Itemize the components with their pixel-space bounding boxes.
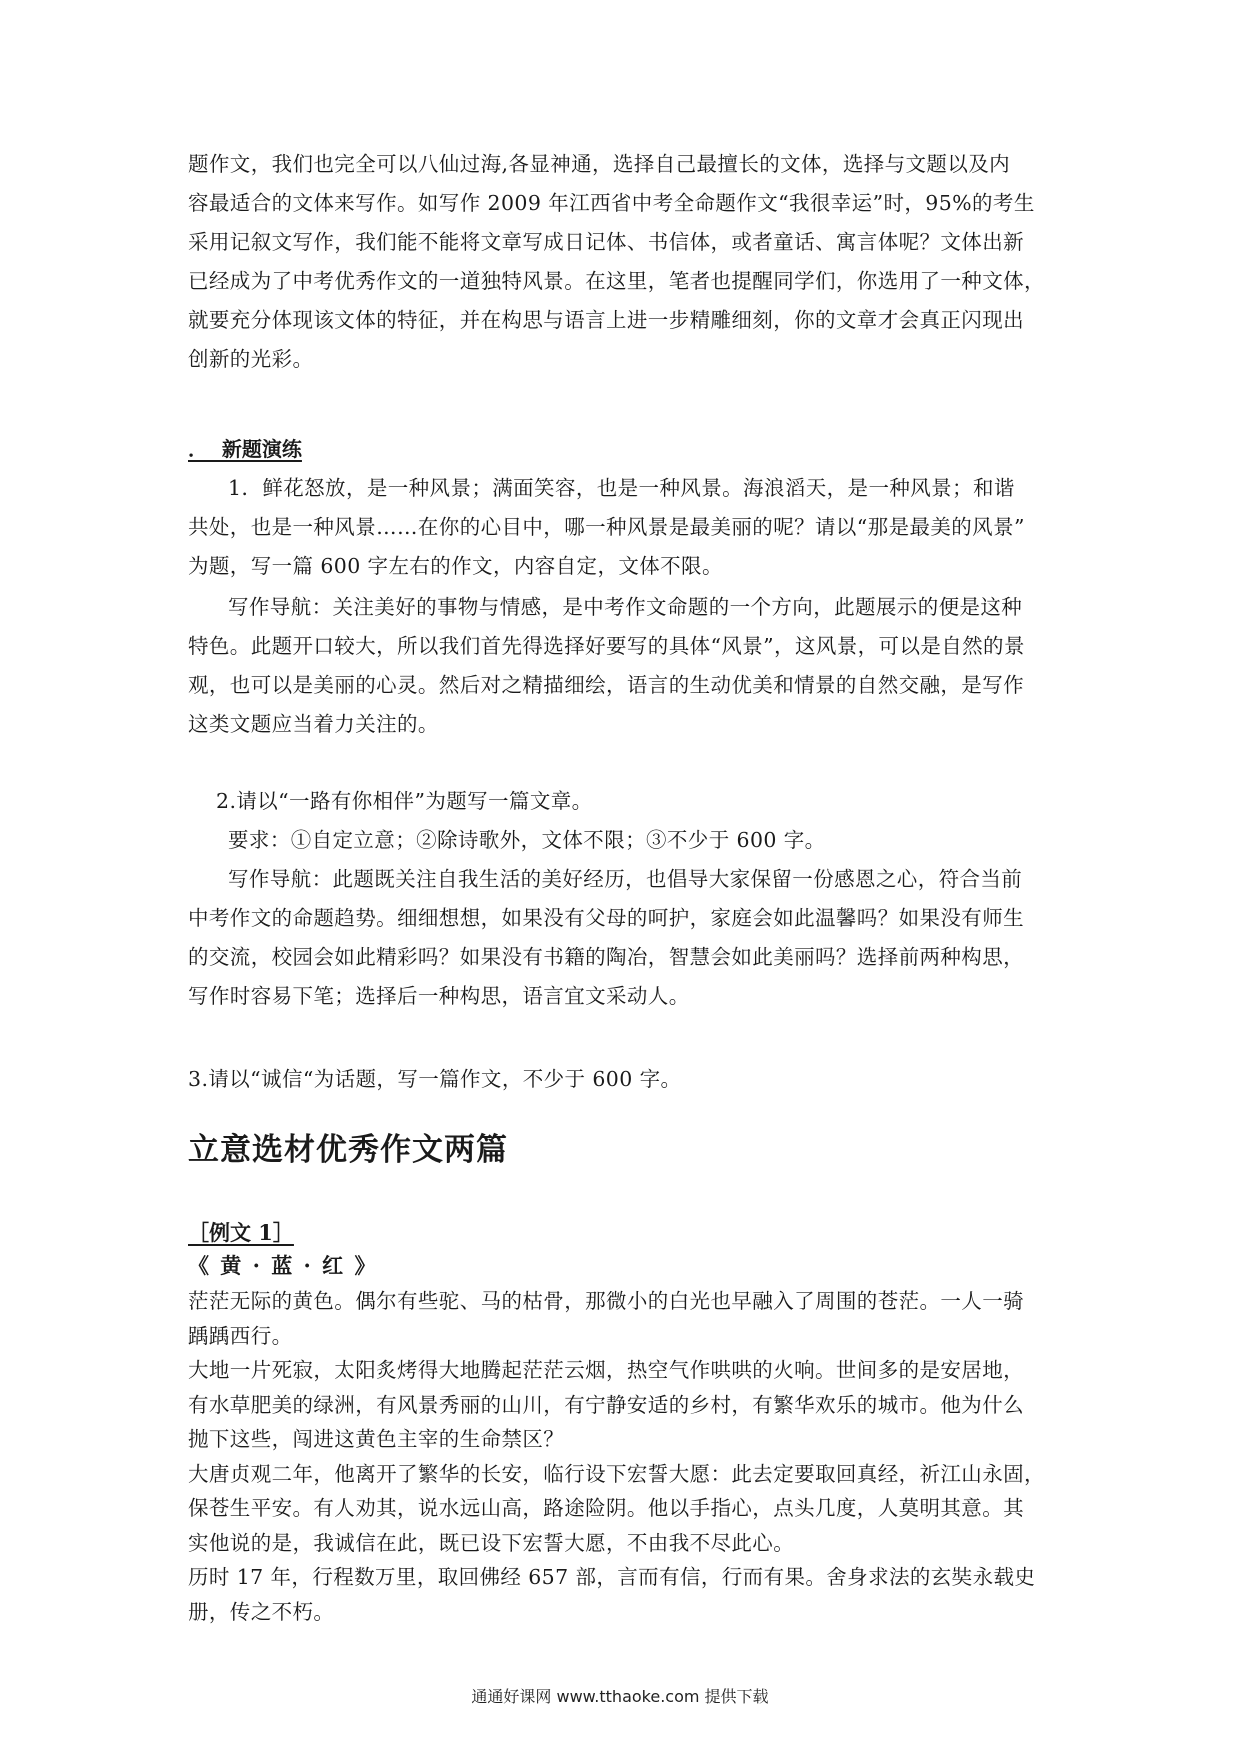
text-line: 采用记叙文写作，我们能不能将文章写成日记体、书信体，或者童话、寓言体呢？文体出新 [188,230,1024,254]
exercise-2-text [188,782,1058,1016]
example-label: ［例文 1］ [188,1220,294,1245]
text-line: 保苍生平安。有人劝其，说水远山高，路途险阴。他以手指心，点头几度，人莫明其意。其 [188,1496,1024,1520]
exercise-1 [188,469,1058,744]
text-line: 中考作文的命题趋势。细细想想，如果没有父母的呵护，家庭会如此温馨吗？如果没有师生 [188,906,1024,930]
essay-paragraph [188,1457,1058,1561]
text-line: 题作文，我们也完全可以八仙过海,各显神通，选择自己最擅长的文体，选择与文题以及内 [188,152,1011,176]
text-line: 抛下这些，闯进这黄色主宰的生命禁区？ [188,1427,565,1451]
text-line: 共处，也是一种风景……在你的心目中，哪一种风景是最美丽的呢？请以“那是最美的风景” [188,515,1025,539]
text-line: 大地一片死寂，太阳炙烤得大地腾起茫茫云烟，热空气作哄哄的火响。世间多的是安居地， [188,1358,1024,1382]
text-line: 册，传之不朽。 [188,1599,335,1624]
exercise-3 [188,1060,1058,1099]
essays-title: 立意选材优秀作文两篇 [188,1132,508,1168]
text-line: 茫茫无际的黄色。偶尔有些驼、马的枯骨，那微小的白光也早融入了周围的苍茫。一人一骑 [188,1289,1024,1313]
text-line: 踽踽西行。 [188,1323,293,1348]
section-heading: ． 新题演练 [188,437,302,461]
exercise-3-prompt [188,1060,1058,1099]
text-line: 已经成为了中考优秀作文的一道独特风景。在这里，笔者也提醒同学们，你选用了一种文体， [188,269,1045,293]
exercise-2 [188,782,1058,1016]
essay-paragraph [188,1353,1058,1457]
text-line: 特色。此题开口较大，所以我们首先得选择好要写的具体“风景”，这风景，可以是自然的景 [188,634,1025,658]
exercise-1-prompt [188,469,1058,586]
example-essay [188,1284,1058,1629]
text-line: 写作导航：关注美好的事物与情感，是中考作文命题的一个方向，此题展示的便是这种 [228,595,1023,619]
text-line: 写作时容易下笔；选择后一种构思，语言宜文采动人。 [188,984,690,1008]
text-line: 3.请以“诚信“为话题，写一篇作文，不少于 600 字。 [188,1067,682,1091]
example-title: 《 黄 · 蓝 · 红 》 [188,1253,378,1278]
text-line: 1．鲜花怒放，是一种风景；满面笑容，也是一种风景。海浪滔天，是一种风景；和谐 [228,476,1015,500]
exercise-2-requirement: 要求：①自定立意；②除诗歌外，文体不限；③不少于 600 字。 [228,828,826,852]
text-line: 这类文题应当着力关注的。 [188,712,439,736]
text-line: 创新的光彩。 [188,347,314,371]
exercise-2-prompt: 2.请以“一路有你相伴”为题写一篇文章。 [216,789,593,813]
text-line: 实他说的是，我诚信在此，既已设下宏誓大愿，不由我不尽此心。 [188,1530,795,1555]
intro-paragraph [188,145,1058,379]
text-line: 就要充分体现该文体的特征，并在构思与语言上进一步精雕细刻，你的文章才会真正闪现出 [188,308,1024,332]
text-line: 观，也可以是美丽的心灵。然后对之精描细绘，语言的生动优美和情景的自然交融，是写作 [188,673,1024,697]
text-line: 有水草肥美的绿洲，有风景秀丽的山川，有宁静安适的乡村，有繁华欢乐的城市。他为什么 [188,1392,1024,1417]
text-line: 写作导航：此题既关注自我生活的美好经历，也倡导大家保留一份感恩之心，符合当前 [228,867,1023,891]
text-line: 的交流，校园会如此精彩吗？如果没有书籍的陶冶，智慧会如此美丽吗？选择前两种构思， [188,945,1024,969]
intro-text [188,145,1058,379]
text-line: 大唐贞观二年，他离开了繁华的长安，临行设下宏誓大愿：此去定要取回真经，祈江山永固， [188,1461,1045,1486]
page-footer: 通通好课网 www.tthaoke.com 提供下载 [471,1687,769,1706]
text-line: 容最适合的文体来写作。如写作 2009 年江西省中考全命题作文“我很幸运”时，95%的考生 [188,191,1035,215]
essay-paragraph [188,1284,1058,1353]
text-line: 历时 17 年，行程数万里，取回佛经 657 部，言而有信，行而有果。舍身求法的玄奘永载史 [188,1565,1036,1589]
exercise-1-guide [188,588,1058,744]
text-line: 为题，写一篇 600 字左右的作文，内容自定，文体不限。 [188,554,723,578]
essay-paragraph [188,1560,1058,1629]
